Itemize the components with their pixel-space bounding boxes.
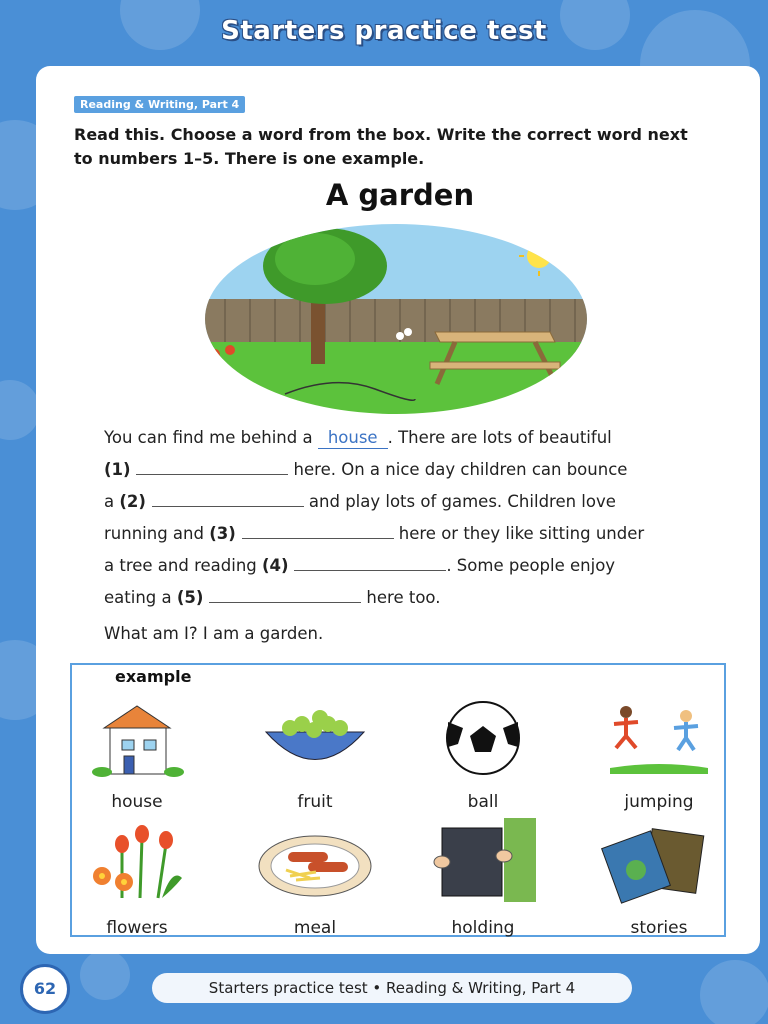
- answer-blank-3[interactable]: [242, 522, 394, 539]
- page-header-title: Starters practice test: [221, 16, 547, 46]
- story-title: A garden: [325, 178, 475, 212]
- story-books-icon: [584, 818, 734, 910]
- word-card-holding[interactable]: [408, 818, 558, 938]
- story-line-4: running and (3) here or they like sitting under: [104, 524, 645, 543]
- flowers-icon: [62, 818, 212, 910]
- word-card-flowers[interactable]: [62, 818, 212, 938]
- jumping-children-icon: [584, 692, 734, 784]
- word-label: flowers: [106, 918, 168, 938]
- word-card-house[interactable]: [62, 692, 212, 812]
- instructions-line-1: Read this. Choose a word from the box. Write the correct word next: [74, 125, 688, 144]
- word-label: fruit: [297, 792, 333, 812]
- word-label: jumping: [624, 792, 694, 812]
- word-card-ball[interactable]: [408, 692, 558, 812]
- story-line-1: You can find me behind a house . There are lots of beautiful: [104, 428, 612, 447]
- section-badge: Reading & Writing, Part 4: [74, 96, 245, 113]
- house-icon: [62, 692, 212, 784]
- hands-holding-book-icon: [408, 818, 558, 910]
- footer-text: Starters practice test • Reading & Writing, Part 4: [152, 973, 632, 1003]
- story-text: [104, 424, 724, 616]
- story-line-2: (1) here. On a nice day children can bounce: [104, 460, 628, 479]
- word-card-meal[interactable]: [240, 818, 390, 938]
- word-label: holding: [451, 918, 515, 938]
- answer-blank-4[interactable]: [294, 554, 446, 571]
- answer-blank-2[interactable]: [152, 490, 304, 507]
- word-card-stories[interactable]: [584, 818, 734, 938]
- story-line-3: a (2) and play lots of games. Children love: [104, 492, 616, 511]
- story-line-6: eating a (5) here too.: [104, 588, 441, 607]
- word-label: stories: [630, 918, 688, 938]
- word-label: meal: [293, 918, 337, 938]
- fruit-bowl-icon: [240, 692, 390, 784]
- word-card-jumping[interactable]: [584, 692, 734, 812]
- example-label: example: [115, 667, 192, 686]
- word-card-fruit[interactable]: [240, 692, 390, 812]
- ball-icon: [408, 692, 558, 784]
- word-label: house: [111, 792, 163, 812]
- word-label: ball: [467, 792, 499, 812]
- story-line-5: a tree and reading (4) . Some people enjoy: [104, 556, 616, 575]
- answer-blank-5[interactable]: [209, 586, 361, 603]
- meal-plate-icon: [240, 818, 390, 910]
- riddle-question: What am I? I am a garden.: [104, 624, 324, 643]
- answer-blank-1[interactable]: [136, 458, 288, 475]
- instructions-line-2: to numbers 1–5. There is one example.: [74, 149, 425, 168]
- garden-illustration: [205, 224, 587, 414]
- instructions: [74, 123, 714, 171]
- example-answer: house: [318, 428, 388, 449]
- page-number: 62: [20, 964, 70, 1014]
